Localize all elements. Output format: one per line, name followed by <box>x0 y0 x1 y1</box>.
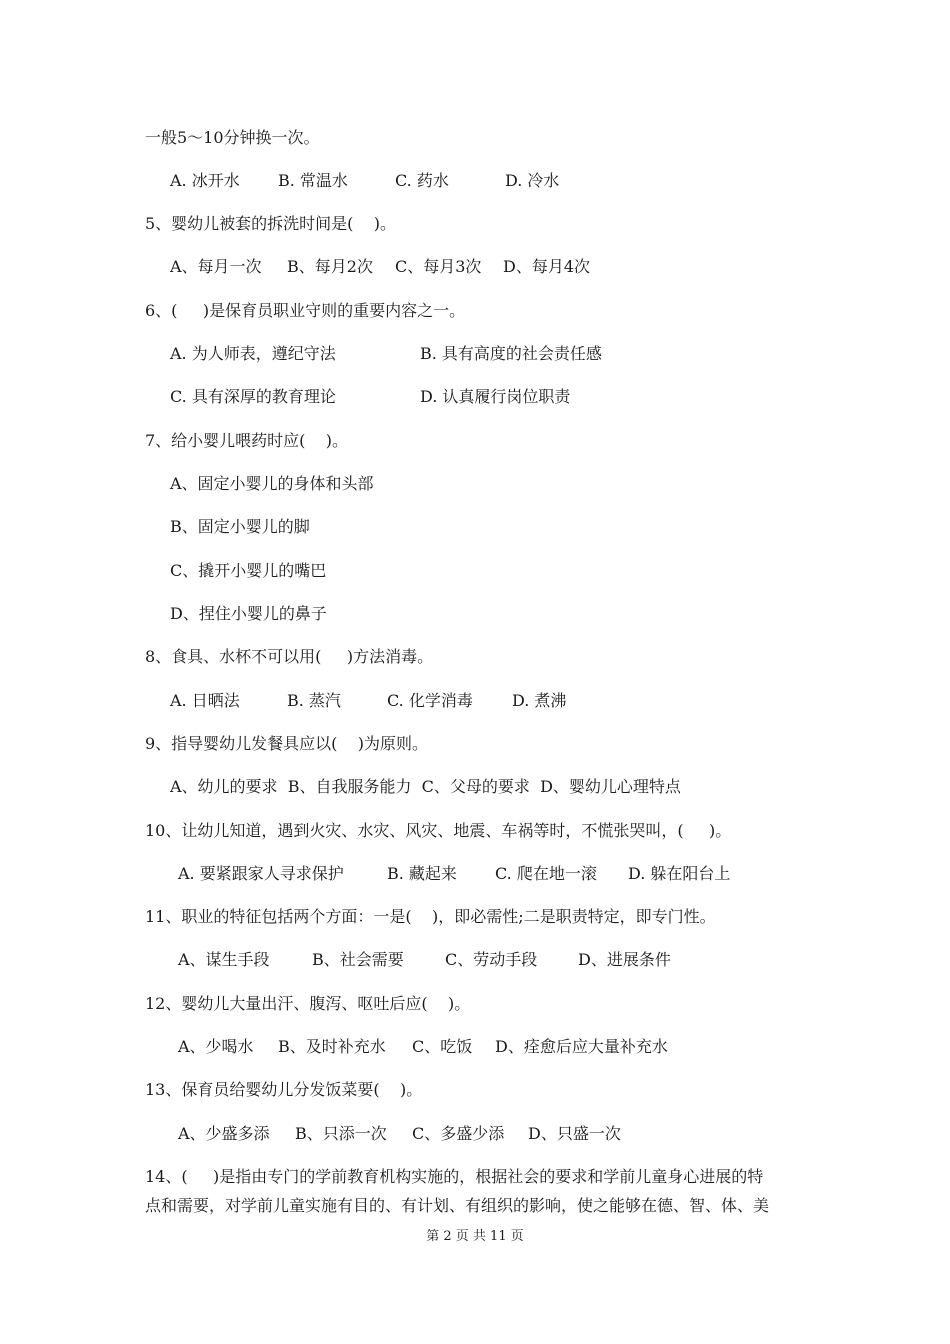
option-d: D. 躲在阳台上 <box>628 864 731 883</box>
option-c: C、劳动手段 <box>445 950 538 969</box>
question-14-line-2: 点和需要，对学前儿童实施有目的、有计划、有组织的影响，使之能够在德、智、体、美 <box>145 1196 770 1215</box>
option-a: A、每月一次 <box>170 257 262 276</box>
option-d: D. 煮沸 <box>512 691 567 710</box>
question-12: 12、婴幼儿大量出汗、腹泻、呕吐后应( )。 <box>145 994 471 1013</box>
option-c: C. 药水 <box>395 171 449 190</box>
option-c: C. 化学消毒 <box>387 691 473 710</box>
option-b: B、及时补充水 <box>278 1037 386 1056</box>
option-c: C、每月3次 <box>395 257 482 276</box>
option-d: D、只盛一次 <box>528 1124 621 1143</box>
option-d: D. 认真履行岗位职责 <box>420 387 571 406</box>
option-b: B. 具有高度的社会责任感 <box>420 344 602 363</box>
option-a: A. 日晒法 <box>170 691 240 710</box>
question-8: 8、食具、水杯不可以用( )方法消毒。 <box>145 647 434 666</box>
option-b: B、固定小婴儿的脚 <box>170 517 310 536</box>
question-13: 13、保育员给婴幼儿分发饭菜要( )。 <box>145 1080 423 1099</box>
option-a: A、谋生手段 <box>178 950 270 969</box>
option-a: A、少盛多添 <box>178 1124 270 1143</box>
option-b: B. 常温水 <box>278 171 348 190</box>
question-5: 5、婴幼儿被套的拆洗时间是( )。 <box>145 214 397 233</box>
option-c: C. 具有深厚的教育理论 <box>170 387 336 406</box>
option-a: A、少喝水 <box>178 1037 254 1056</box>
option-b: B、只添一次 <box>295 1124 387 1143</box>
option-a: A. 为人师表，遵纪守法 <box>170 344 336 363</box>
option-d: D、进展条件 <box>578 950 671 969</box>
text-line: 一般5～10分钟换一次。 <box>145 128 320 147</box>
option-c: C、撬开小婴儿的嘴巴 <box>170 561 327 580</box>
option-a: A、固定小婴儿的身体和头部 <box>170 474 374 493</box>
page-footer: 第 2 页 共 11 页 <box>426 1229 524 1244</box>
question-9: 9、指导婴幼儿发餐具应以( )为原则。 <box>145 734 429 753</box>
question-14-line-1: 14、( )是指由专门的学前教育机构实施的，根据社会的要求和学前儿童身心进展的特 <box>145 1167 764 1186</box>
question-6: 6、( )是保育员职业守则的重要内容之一。 <box>145 301 466 320</box>
option-b: B、每月2次 <box>287 257 373 276</box>
option-c: C. 爬在地一滚 <box>495 864 597 883</box>
q9-options: A、幼儿的要求 B、自我服务能力 C、父母的要求 D、婴幼儿心理特点 <box>170 777 681 796</box>
option-a: A. 要紧跟家人寻求保护 <box>178 864 344 883</box>
question-7: 7、给小婴儿喂药时应( )。 <box>145 431 349 450</box>
option-d: D. 冷水 <box>505 171 560 190</box>
option-b: B. 藏起来 <box>387 864 457 883</box>
option-a: A. 冰开水 <box>170 171 240 190</box>
option-b: B、社会需要 <box>312 950 404 969</box>
option-c: C、吃饭 <box>412 1037 473 1056</box>
question-11: 11、职业的特征包括两个方面：一是( )，即必需性;二是职责特定，即专门性。 <box>145 907 716 926</box>
option-d: D、捏住小婴儿的鼻子 <box>170 604 327 623</box>
option-d: D、每月4次 <box>503 257 591 276</box>
option-b: B. 蒸汽 <box>287 691 341 710</box>
option-c: C、多盛少添 <box>412 1124 505 1143</box>
question-10: 10、让幼儿知道，遇到火灾、水灾、风灾、地震、车祸等时，不慌张哭叫，( )。 <box>145 821 732 840</box>
option-d: D、痊愈后应大量补充水 <box>495 1037 668 1056</box>
